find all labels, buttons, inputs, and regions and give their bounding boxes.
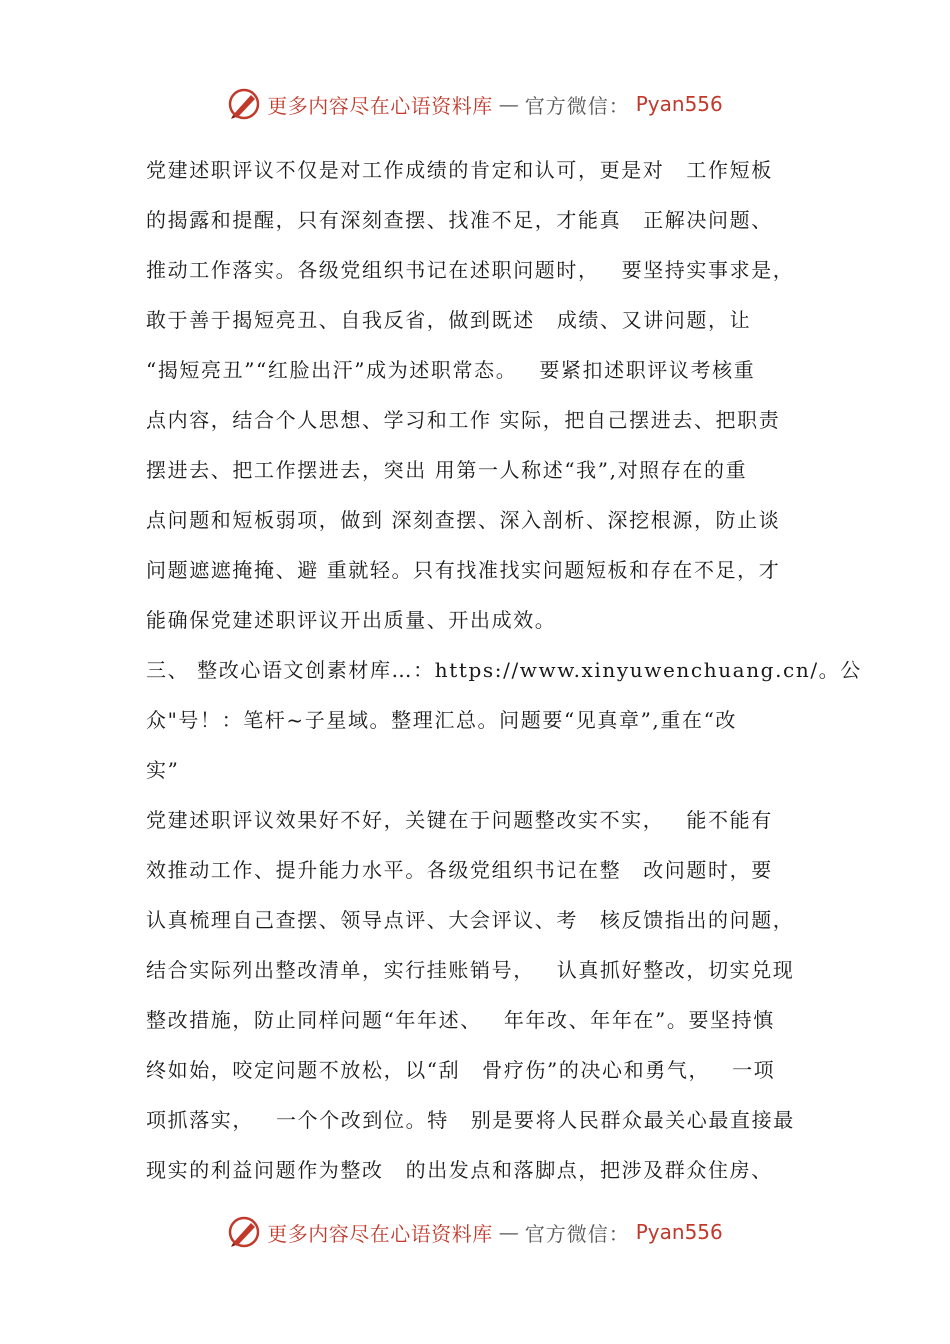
pen-logo-icon (227, 87, 261, 121)
pen-logo-icon (227, 1215, 261, 1249)
header-banner (0, 84, 950, 124)
text-line: 效推动工作、提升能力水平。各级党组织书记在整 改问题时，要 (146, 858, 773, 882)
section-heading-line: 众"号！：笔杆~子星域。整理汇总。问题要“见真章”,重在“改 (146, 708, 737, 732)
text-line: 现实的利益问题作为整改 的出发点和落脚点，把涉及群众住房、 (146, 1158, 773, 1182)
footer-wechat-id: Pyan556 (635, 1220, 723, 1244)
footer-dash: — (498, 1220, 519, 1244)
section-heading-line: 三、 整改心语文创素材库…：https://www.xinyuwenchuang.cn/。公 (146, 658, 862, 682)
header-wechat-id: Pyan556 (635, 92, 723, 116)
text-line: 问题遮遮掩掩、避 重就轻。只有找准找实问题短板和存在不足，才 (146, 558, 781, 582)
text-line: 摆进去、把工作摆进去，突出 用第一人称述“我”,对照存在的重 (146, 458, 748, 482)
text-line: 推动工作落实。各级党组织书记在述职问题时， 要坚持实事求是， (146, 258, 795, 282)
text-line: 党建述职评议不仅是对工作成绩的肯定和认可，更是对 工作短板 (146, 158, 773, 182)
header-wechat-label: 官方微信： (524, 93, 630, 118)
text-line: 点问题和短板弱项，做到 深刻查摆、深入剖析、深挖根源，防止谈 (146, 508, 781, 532)
text-line: 能确保党建述职评议开出质量、开出成效。 (146, 608, 557, 632)
text-line: 的揭露和提醒，只有深刻查摆、找准不足，才能真 正解决问题、 (146, 208, 773, 232)
text-line: 认真梳理自己查摆、领导点评、大会评议、考 核反馈指出的问题， (146, 908, 795, 932)
section-heading-line: 实” (146, 758, 180, 782)
text-line: 点内容，结合个人思想、学习和工作 实际，把自己摆进去、把职责 (146, 408, 781, 432)
text-line: 党建述职评议效果好不好，关键在于问题整改实不实， 能不能有 (146, 808, 773, 832)
text-line: 敢于善于揭短亮丑、自我反省，做到既述 成绩、又讲问题，让 (146, 308, 752, 332)
header-dash: — (498, 92, 519, 116)
footer-banner (0, 1212, 950, 1252)
document-body (146, 150, 862, 1200)
footer-brand: 更多内容尽在心语资料库 (267, 1221, 493, 1246)
footer-wechat-label: 官方微信： (524, 1221, 630, 1246)
header-brand: 更多内容尽在心语资料库 (267, 93, 493, 118)
text-line: “揭短亮丑”“红脸出汗”成为述职常态。 要紧扣述职评议考核重 (146, 358, 756, 382)
text-line: 整改措施，防止同样问题“年年述、 年年改、年年在”。要坚持慎 (146, 1008, 775, 1032)
text-line: 项抓落实， 一个个改到位。特 别是要将人民群众最关心最直接最 (146, 1108, 795, 1132)
text-line: 终如始，咬定问题不放松，以“刮 骨疗伤”的决心和勇气， 一项 (146, 1058, 776, 1082)
text-line: 结合实际列出整改清单，实行挂账销号， 认真抓好整改，切实兑现 (146, 958, 795, 982)
